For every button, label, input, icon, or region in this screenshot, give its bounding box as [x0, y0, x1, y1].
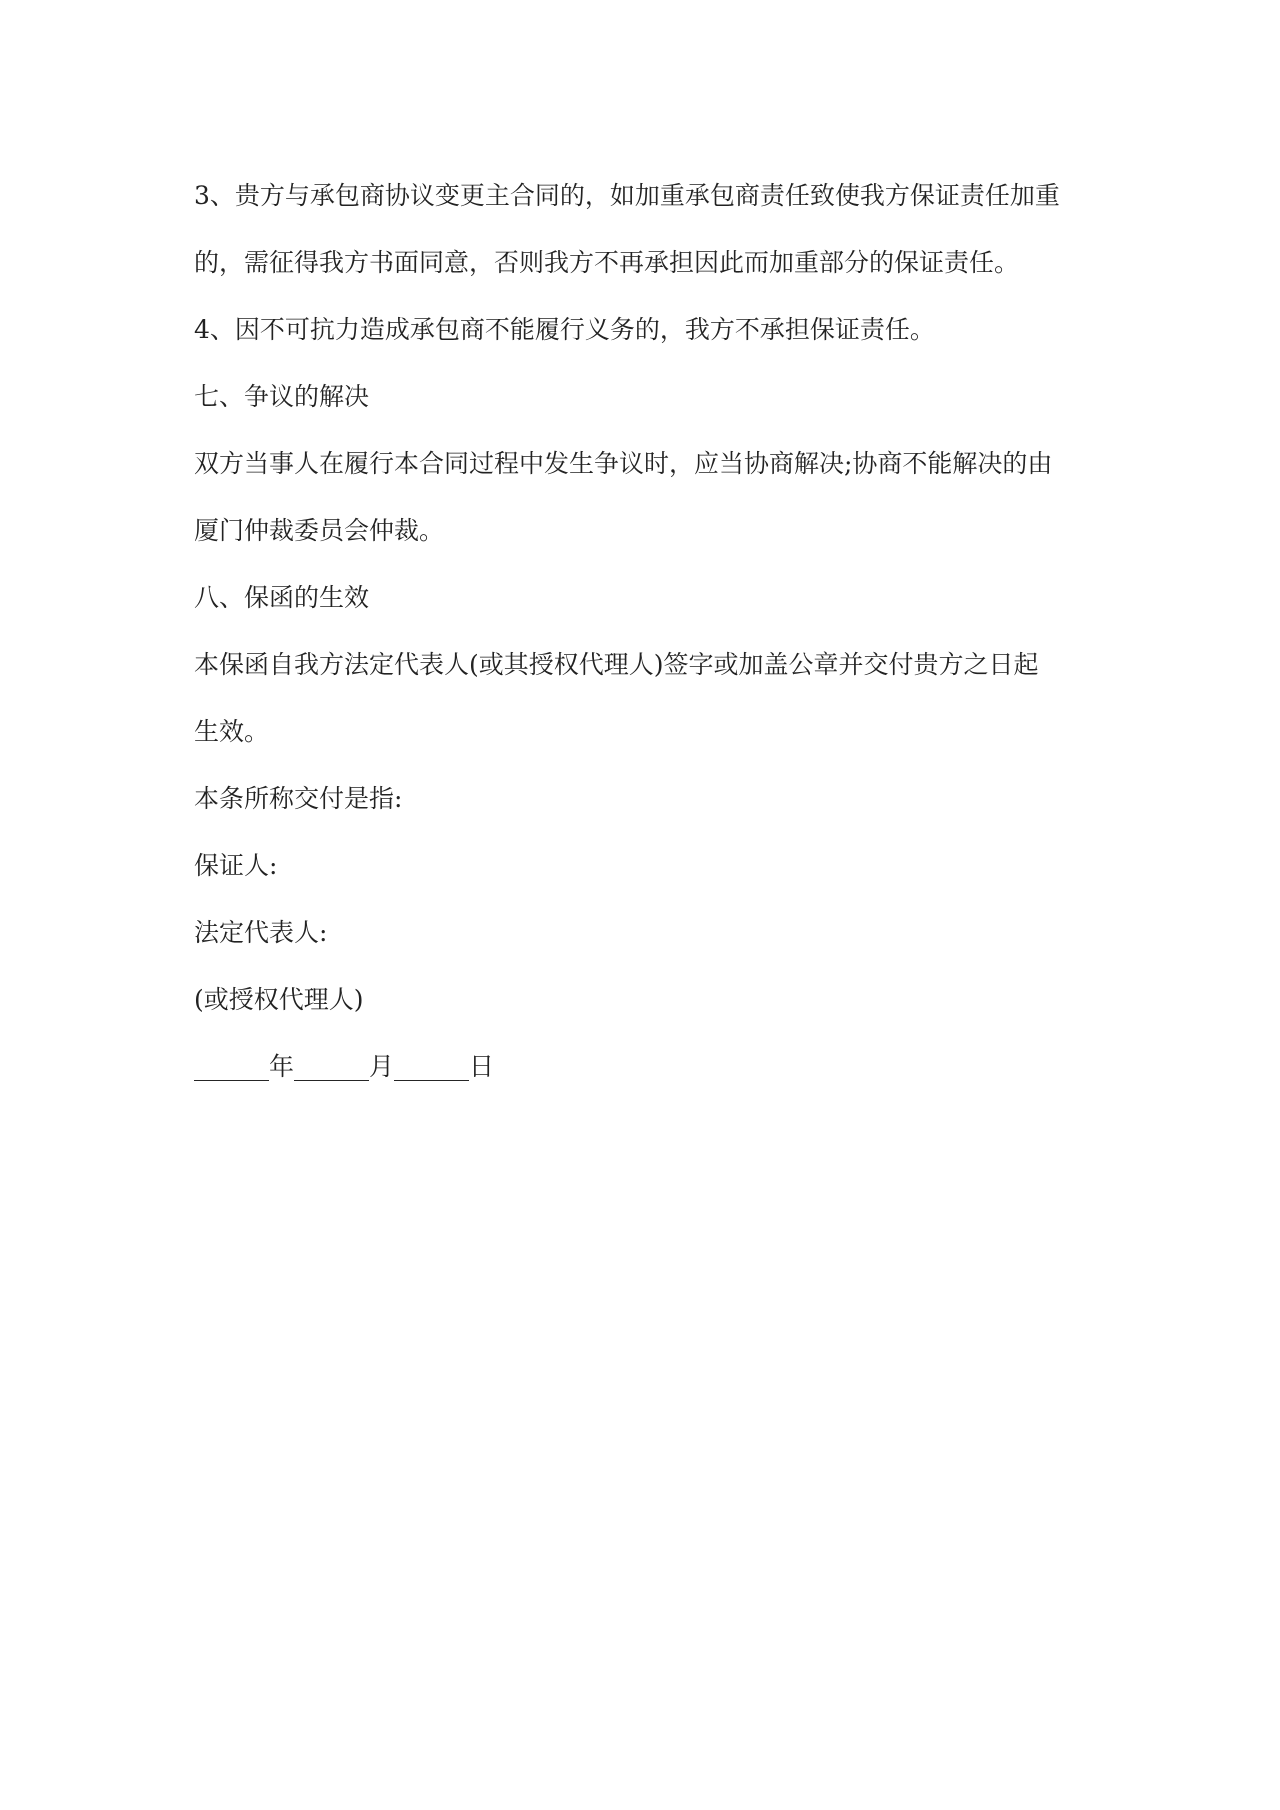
document-body	[194, 162, 1094, 1100]
dispute-text-line-1: 双方当事人在履行本合同过程中发生争议时，应当协商解决;协商不能解决的由	[194, 449, 1053, 478]
section-heading-dispute: 七、争议的解决	[194, 382, 370, 411]
legal-representative-label: 法定代表人:	[194, 918, 328, 947]
effect-text-line-2: 生效。	[194, 717, 270, 746]
effect-text-line-1: 本保函自我方法定代表人(或其授权代理人)签字或加盖公章并交付贵方之日起	[194, 650, 1039, 679]
authorized-agent-label: (或授权代理人)	[194, 985, 364, 1014]
date-line: ______年______月______日	[194, 1052, 495, 1081]
clause-3-line-1: 3、贵方与承包商协议变更主合同的，如加重承包商责任致使我方保证责任加重	[194, 181, 1060, 210]
clause-4: 4、因不可抗力造成承包商不能履行义务的，我方不承担保证责任。	[194, 315, 935, 344]
guarantor-label: 保证人:	[194, 851, 278, 880]
delivery-definition-label: 本条所称交付是指:	[194, 784, 403, 813]
section-heading-effect: 八、保函的生效	[194, 583, 370, 612]
clause-3-line-2: 的，需征得我方书面同意，否则我方不再承担因此而加重部分的保证责任。	[194, 248, 1020, 277]
dispute-text-line-2: 厦门仲裁委员会仲裁。	[194, 516, 445, 545]
